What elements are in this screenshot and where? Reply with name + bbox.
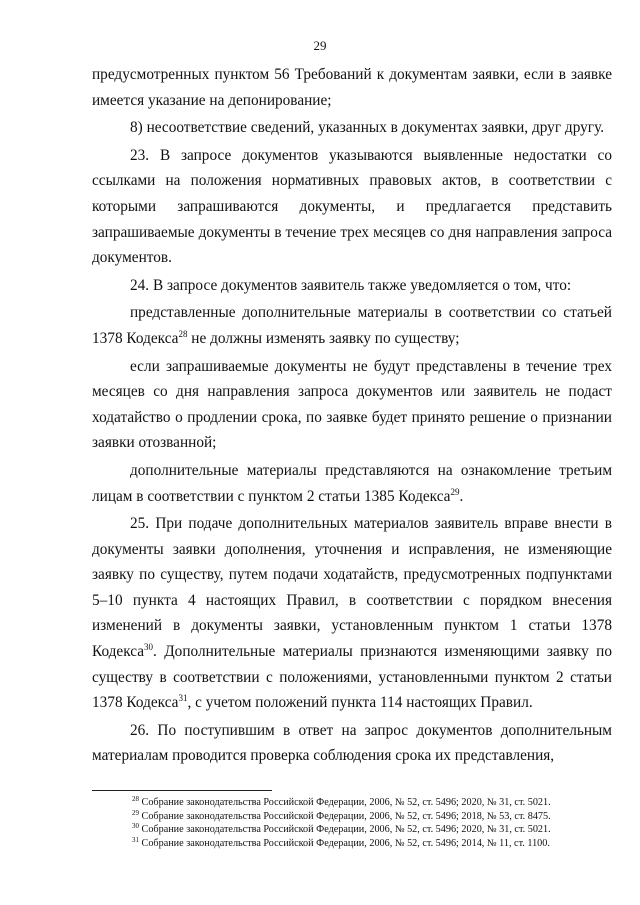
- footnote-ref: 31: [178, 693, 188, 704]
- page-number: 29: [313, 38, 327, 53]
- footnote-number: 29: [132, 808, 139, 817]
- paragraph: [92, 458, 612, 509]
- paragraph: [92, 115, 612, 141]
- paragraph: [92, 300, 612, 351]
- footnote-text: Собрание законодательства Российской Федерации, 2006, № 52, ст. 5496; 2020, № 31, ст. 5021.: [141, 797, 551, 808]
- paragraph-text: . Дополнительные материалы признаются изменяющими заявку по существу в соответствии с положениями, установленными пунктом 2 статьи 1378 Кодекса: [92, 643, 612, 712]
- paragraph-text: представленные дополнительные материалы в соответствии со статьей 1378 Кодекса: [92, 304, 612, 347]
- paragraph-text: если запрашиваемые документы не будут представлены в течение трех месяцев со дня направления запроса документов или заявитель не подаст ходатайство о продлении срока, по заявке будет принято решение о признании заявки отозванной;: [92, 357, 612, 452]
- footnote-ref: 28: [178, 328, 188, 339]
- paragraph: [92, 273, 612, 299]
- paragraph-text: .: [459, 487, 464, 505]
- paragraph-text: 24. В запросе документов заявитель также уведомляется о том, что:: [130, 276, 572, 294]
- footnote-ref: 30: [144, 642, 154, 653]
- paragraph-text: , с учетом положений пункта 114 настоящих Правил.: [187, 694, 533, 712]
- footnote-divider: [92, 790, 272, 791]
- footnote-number: 28: [132, 795, 139, 803]
- paragraph: [92, 354, 612, 456]
- paragraph: [92, 143, 612, 271]
- footnote-text: Собрание законодательства Российской Федерации, 2006, № 52, ст. 5496; 2018, № 53, ст. 8475.: [141, 810, 551, 822]
- paragraph-text: 8) несоответствие сведений, указанных в документах заявки, друг другу.: [130, 119, 605, 137]
- paragraph-text: 26. По поступившим в ответ на запрос документов дополнительным материалам проводится проверка соблюдения срока их представления,: [92, 721, 612, 765]
- paragraph: [92, 511, 612, 716]
- footnote: [132, 810, 602, 824]
- footnote: [132, 796, 602, 810]
- footnote-number: 30: [132, 822, 139, 831]
- paragraph: [92, 62, 612, 113]
- footnote-text: Собрание законодательства Российской Федерации, 2006, № 52, ст. 5496; 2014, № 11, ст. 1100.: [141, 837, 550, 849]
- footnote-text: Собрание законодательства Российской Федерации, 2006, № 52, ст. 5496; 2020, № 31, ст. 5021.: [141, 824, 551, 836]
- paragraph-text: дополнительные материалы представляются на ознакомление третьим лицам в соответствии с пунктом 2 статьи 1385 Кодекса: [92, 461, 612, 505]
- footnote: [132, 837, 602, 851]
- paragraph-text: 25. При подаче дополнительных материалов заявитель вправе внести в документы заявки дополнения, уточнения и исправления, не изменяющие заявку по существу, путем подачи ходатайств, предусмотренных подпунктами 5–10 пункта 4 настоящих Правил, в соответствии с порядком внесения изменений в документы заявки, установленным пунктом 1 статьи 1378 Кодекса: [92, 515, 612, 661]
- footnote: [132, 823, 602, 837]
- footnotes: [132, 796, 602, 850]
- paragraph-text: предусмотренных пунктом 56 Требований к документам заявки, если в заявке имеется указание на депонирование;: [92, 66, 612, 109]
- paragraph-text: 23. В запросе документов указываются выявленные недостатки со ссылками на положения нормативных правовых актов, в соответствии с которыми запрашиваются документы, и предлагается представить запрашиваемые документы в течение трех месяцев со дня направления запроса документов.: [92, 146, 612, 267]
- body-text: [92, 62, 612, 769]
- paragraph: [92, 718, 612, 769]
- footnote-number: 31: [132, 835, 139, 844]
- footnote-ref: 29: [450, 486, 460, 497]
- paragraph-text: не должны изменять заявку по существу;: [187, 329, 460, 347]
